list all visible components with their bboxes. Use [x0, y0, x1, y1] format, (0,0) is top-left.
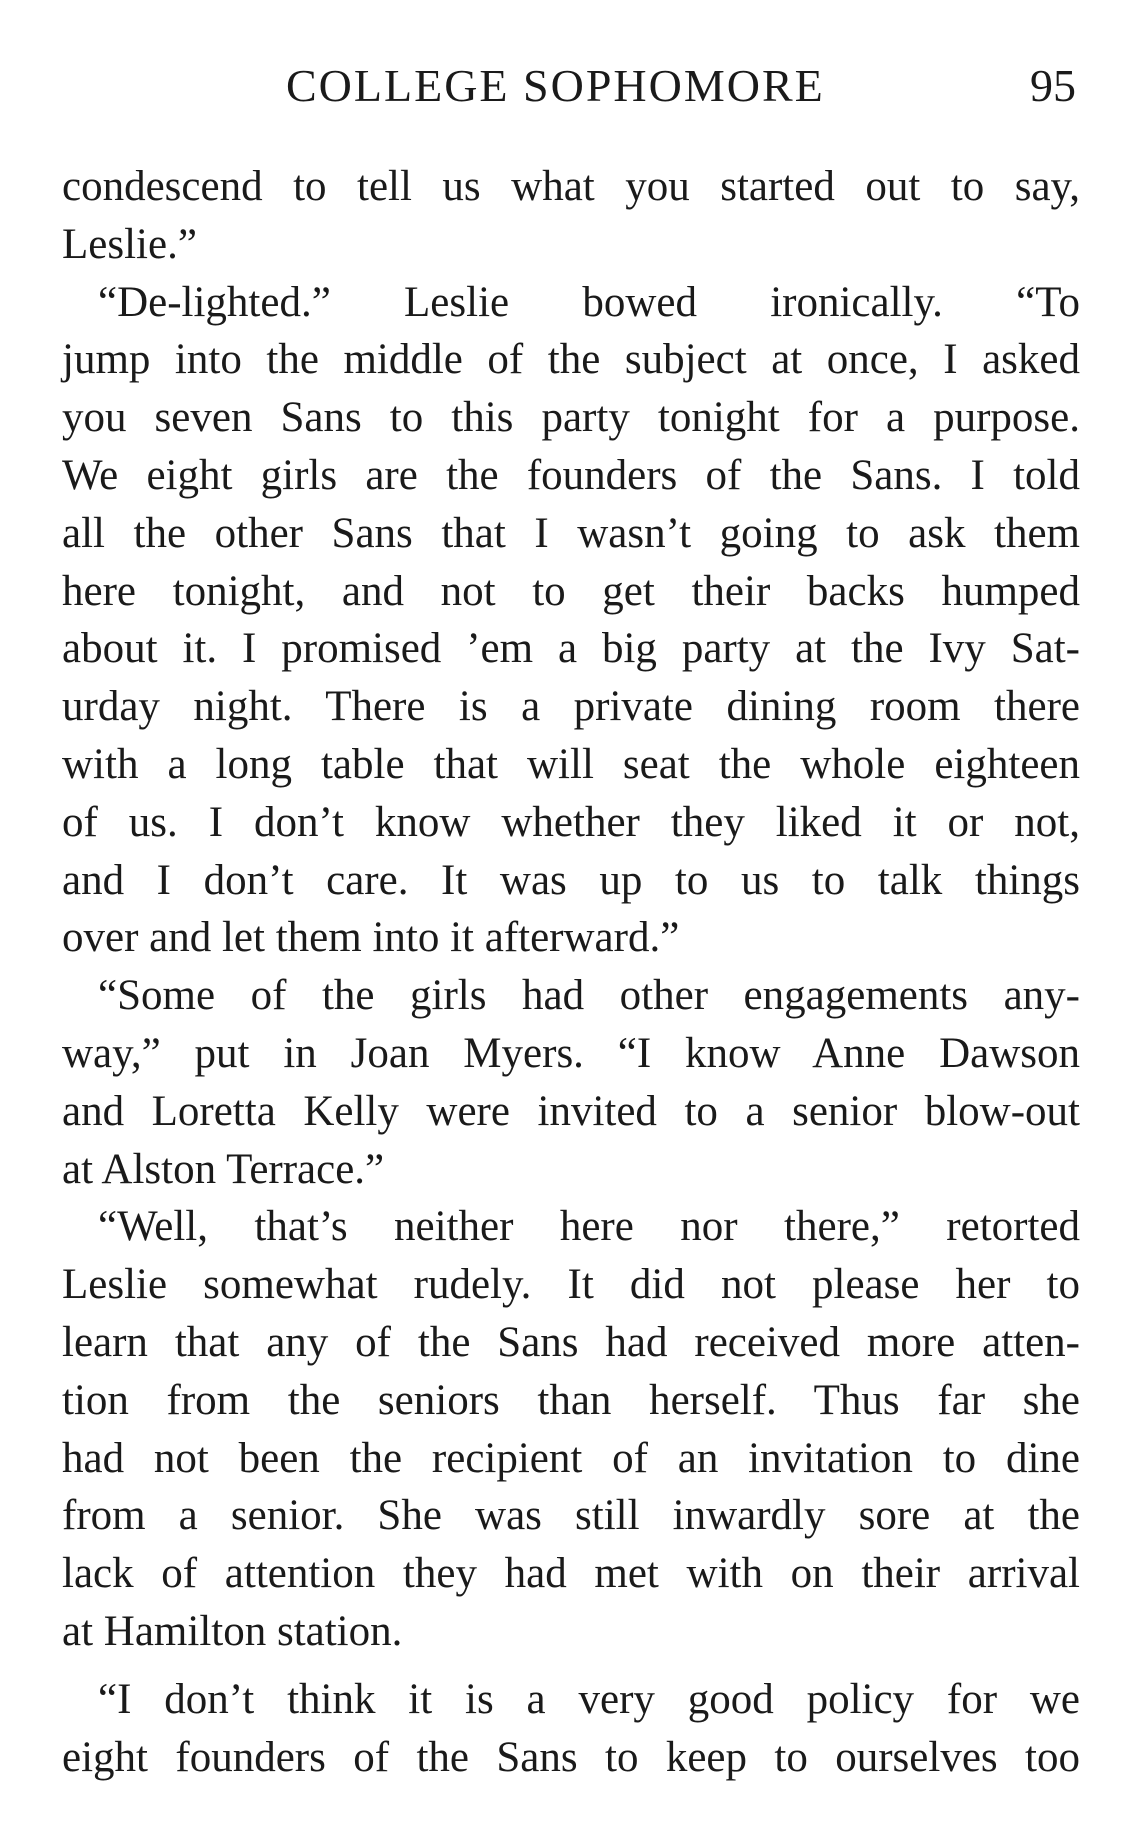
text-line: at Alston Terrace.” [62, 1145, 385, 1193]
body-text [62, 158, 1080, 1786]
text-line: over and let them into it afterward.” [62, 914, 680, 962]
text-line: and I don’t care. It was up to us to talk things [62, 856, 1080, 904]
text-line: way,” put in Joan Myers. “I know Anne Dawson [62, 1029, 1080, 1077]
text-line: with a long table that will seat the whole eighteen [62, 740, 1080, 788]
text-line: Leslie somewhat rudely. It did not please her to [62, 1261, 1080, 1309]
running-title: COLLEGE SOPHOMORE [286, 60, 825, 111]
running-head [0, 56, 1143, 116]
text-line: “Some of the girls had other engagements any- [98, 972, 1080, 1020]
text-line: lack of attention they had met with on their arrival [62, 1550, 1080, 1598]
text-line: here tonight, and not to get their backs humped [62, 567, 1080, 615]
text-line: “I don’t think it is a very good policy for we [98, 1675, 1080, 1723]
text-line: you seven Sans to this party tonight for a purpose. [62, 394, 1080, 442]
text-line: urday night. There is a private dining room there [62, 683, 1080, 731]
text-line: “De-lighted.” Leslie bowed ironically. “To [98, 278, 1080, 326]
text-line: all the other Sans that I wasn’t going to ask them [62, 509, 1080, 557]
text-line: about it. I promised ’em a big party at the Ivy Sat- [62, 625, 1080, 673]
text-line: of us. I don’t know whether they liked it or not, [62, 798, 1080, 846]
text-line: had not been the recipient of an invitation to dine [62, 1434, 1080, 1482]
text-line: at Hamilton station. [62, 1607, 403, 1655]
text-line: Leslie.” [62, 220, 197, 268]
text-line: We eight girls are the founders of the Sans. I told [62, 451, 1080, 499]
text-line: condescend to tell us what you started out to say, [62, 163, 1080, 210]
page-number: 95 [1030, 60, 1076, 111]
text-line: learn that any of the Sans had received more atten- [62, 1318, 1080, 1366]
text-line: tion from the seniors than herself. Thus far she [62, 1376, 1080, 1424]
text-line: eight founders of the Sans to keep to ourselves too [62, 1733, 1080, 1781]
text-line: “Well, that’s neither here nor there,” retorted [98, 1203, 1080, 1251]
text-line: from a senior. She was still inwardly sore at the [62, 1492, 1080, 1540]
text-line: and Loretta Kelly were invited to a senior blow-out [62, 1087, 1080, 1135]
text-line: jump into the middle of the subject at once, I asked [62, 336, 1080, 384]
paragraph-gap [62, 1661, 1080, 1671]
